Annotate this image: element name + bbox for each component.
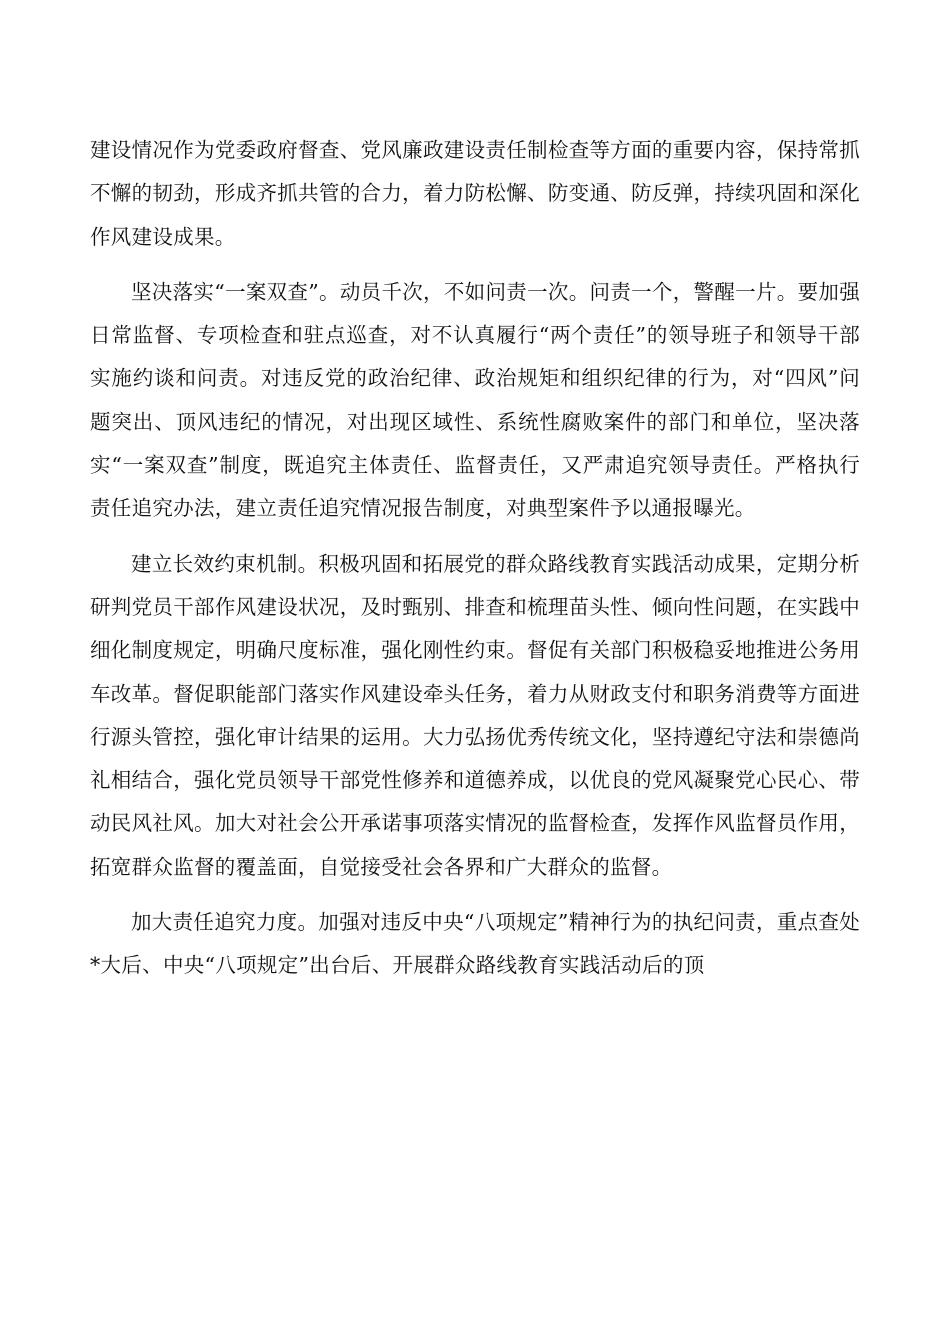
- paragraph-4: 加大责任追究力度。加强对违反中央“八项规定”精神行为的执纪问责，重点查处*大后、中央“八项规定”出台后、开展群众路线教育实践活动后的顶: [90, 910, 860, 978]
- document-body: [90, 129, 860, 1000]
- paragraph-3: 建立长效约束机制。积极巩固和拓展党的群众路线教育实践活动成果，定期分析研判党员干部作风建设状况，及时甄别、排查和梳理苗头性、倾向性问题，在实践中细化制度规定，明确尺度标准，强化刚性约束。督促有关部门积极稳妥地推进公务用车改革。督促职能部门落实作风建设牵头任务，着力从财政支付和职务消费等方面进行源头管控，强化审计结果的运用。大力弘扬优秀传统文化，坚持遵纪守法和崇德尚礼相结合，强化党员领导干部党性修养和道德养成，以优良的党风凝聚党心民心、带动民风社风。加大对社会公开承诺事项落实情况的监督检查，发挥作风监督员作用，拓宽群众监督的覆盖面，自觉接受社会各界和广大群众的监督。: [90, 551, 860, 879]
- paragraph-2: 坚决落实“一案双查”。动员千次，不如问责一次。问责一个，警醒一片。要加强日常监督、专项检查和驻点巡查，对不认真履行“两个责任”的领导班子和领导干部实施约谈和问责。对违反党的政治纪律、政治规矩和组织纪律的行为，对“四风”问题突出、顶风违纪的情况，对出现区域性、系统性腐败案件的部门和单位，坚决落实“一案双查”制度，既追究主体责任、监督责任，又严肃追究领导责任。严格执行责任追究办法，建立责任追究情况报告制度，对典型案件予以通报曝光。: [90, 279, 860, 521]
- paragraph-1: 建设情况作为党委政府督查、党风廉政建设责任制检查等方面的重要内容，保持常抓不懈的韧劲，形成齐抓共管的合力，着力防松懈、防变通、防反弹，持续巩固和深化作风建设成果。: [90, 138, 860, 249]
